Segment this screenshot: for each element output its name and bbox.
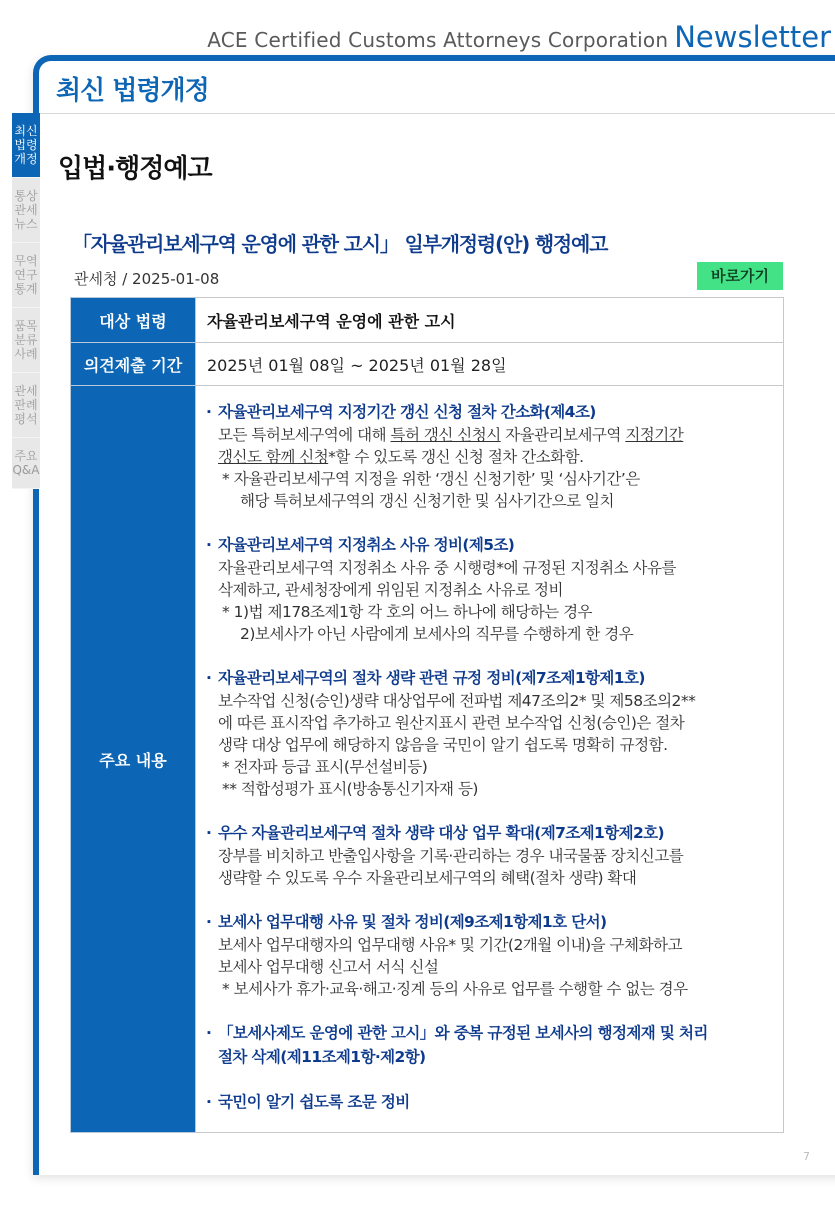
item-body: 모든 특허보세구역에 대해 특허 갱신 신청시 자율관리보세구역 지정기간 (218, 426, 684, 444)
section-title: 최신 법령개정 (56, 76, 209, 106)
side-tabs (12, 113, 40, 489)
title-divider (39, 113, 835, 114)
side-tab-qna[interactable]: 주요Q&A (12, 438, 40, 489)
item-title: · 「보세사제도 운영에 관한 고시」와 중복 규정된 보세사의 행정제재 및 처리 (206, 1024, 708, 1042)
item-body: 에 따른 표시작업 추가하고 원산지표시 관련 보수작업 신청(승인)은 절차 (218, 714, 685, 732)
notice-title: 「자율관리보세구역 운영에 관한 고시」 일부개정령(안) 행정예고 (72, 232, 608, 256)
item-title: · 보세사 업무대행 사유 및 절차 정비(제9조제1항제1호 단서) (206, 913, 607, 931)
item-body: 생략할 수 있도록 우수 자율관리보세구역의 혜택(절차 생략) 확대 (218, 869, 637, 887)
side-tab-trade-stats[interactable]: 무역연구통계 (12, 243, 40, 308)
side-tab-classification[interactable]: 품목분류사례 (12, 308, 40, 373)
item-title: · 자율관리보세구역 지정취소 사유 정비(제5조) (206, 536, 515, 554)
item-note: * 전자파 등급 표시(무선설비등) (222, 758, 428, 776)
notice-meta: 관세청 / 2025-01-08 (74, 270, 220, 288)
content-label: 주요 내용 (71, 386, 196, 1133)
side-tab-latest-laws[interactable]: 최신법령개정 (12, 113, 40, 178)
company-name: ACE Certified Customs Attorneys Corporation (207, 28, 669, 52)
item-body: 갱신도 함께 신청*할 수 있도록 갱신 신청 절차 간소화함. (218, 448, 584, 466)
item-body: 보수작업 신청(승인)생략 대상업무에 전파법 제47조의2* 및 제58조의2** (218, 692, 696, 710)
item-body: 보세사 업무대행 신고서 서식 신설 (218, 958, 439, 976)
list-item (206, 910, 773, 1000)
item-body: 장부를 비치하고 반출입사항을 기록·관리하는 경우 내국물품 장치신고를 (218, 847, 684, 865)
table-row (71, 298, 784, 343)
item-title: · 국민이 알기 쉽도록 조문 정비 (206, 1093, 410, 1111)
list-item (206, 400, 773, 512)
list-item (206, 821, 773, 889)
item-body: 생략 대상 업무에 해당하지 않음을 국민이 알기 쉽도록 명확히 규정함. (218, 736, 668, 754)
item-title: · 우수 자율관리보세구역 절차 생략 대상 업무 확대(제7조제1항제2호) (206, 824, 665, 842)
item-title: · 자율관리보세구역의 절차 생략 관련 규정 정비(제7조제1항제1호) (206, 669, 645, 687)
item-note: * 1)법 제178조제1항 각 호의 어느 하나에 해당하는 경우 (222, 603, 593, 621)
list-item (206, 533, 773, 645)
item-title: · 자율관리보세구역 지정기간 갱신 신청 절차 간소화(제4조) (206, 403, 596, 421)
list-item (206, 1021, 773, 1069)
target-law-label: 대상 법령 (71, 298, 196, 343)
goto-button[interactable]: 바로가기 (697, 262, 783, 290)
page-heading: 입법·행정예고 (58, 154, 212, 184)
notice-table (70, 297, 784, 1133)
list-item (206, 666, 773, 800)
period-value: 2025년 01월 08일 ~ 2025년 01월 28일 (196, 343, 784, 386)
item-note: 해당 특허보세구역의 갱신 신청기한 및 심사기간으로 일치 (240, 492, 614, 510)
table-row (71, 343, 784, 386)
brand-header (207, 20, 831, 54)
item-note: ** 적합성평가 표시(방송통신기자재 등) (222, 780, 478, 798)
side-tab-case-review[interactable]: 관세판례평석 (12, 373, 40, 438)
item-body: 자율관리보세구역 지정취소 사유 중 시행령*에 규정된 지정취소 사유를 (218, 559, 676, 577)
item-note: * 자율관리보세구역 지정을 위한 ‘갱신 신청기한’ 및 ‘심사기간’은 (222, 470, 640, 488)
content-cell (196, 386, 784, 1133)
side-tab-trade-news[interactable]: 통상관세뉴스 (12, 178, 40, 243)
item-note: * 보세사가 휴가·교육·해고·징계 등의 사유로 업무를 수행할 수 없는 경우 (222, 980, 688, 998)
table-row (71, 386, 784, 1133)
item-body: 삭제하고, 관세청장에게 위임된 지정취소 사유로 정비 (218, 581, 563, 599)
page-number: 7 (803, 1150, 810, 1163)
item-title-cont: 절차 삭제(제11조제1항·제2항) (218, 1048, 426, 1066)
list-item (206, 1090, 773, 1114)
period-label: 의견제출 기간 (71, 343, 196, 386)
item-note: 2)보세사가 아닌 사람에게 보세사의 직무를 수행하게 한 경우 (240, 625, 634, 643)
target-law-value: 자율관리보세구역 운영에 관한 고시 (196, 298, 784, 343)
item-body: 보세사 업무대행자의 업무대행 사유* 및 기간(2개월 이내)을 구체화하고 (218, 936, 682, 954)
newsletter-title: Newsletter (674, 20, 831, 54)
